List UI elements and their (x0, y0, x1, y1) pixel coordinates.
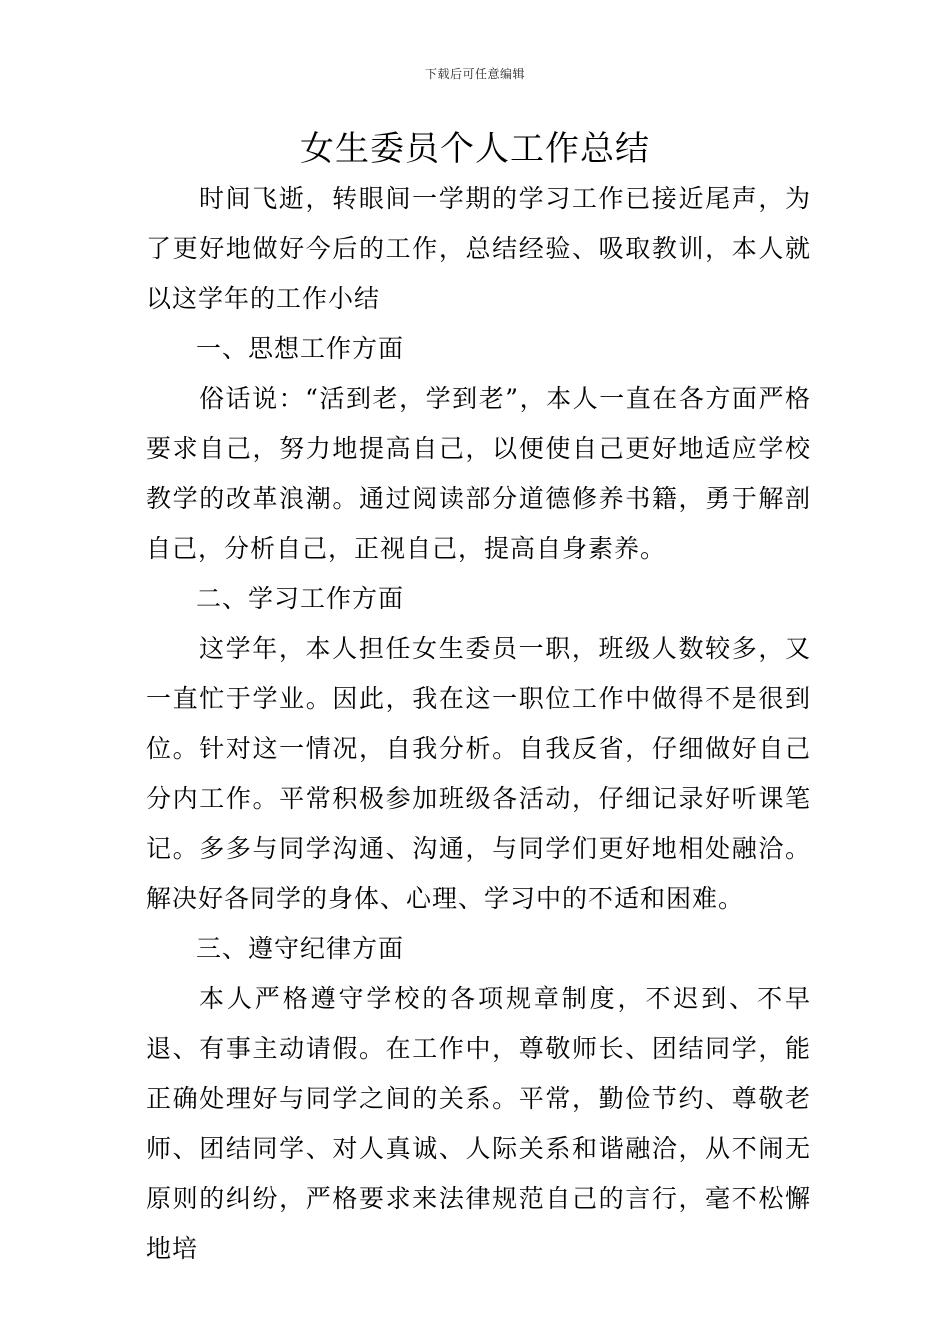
section-heading-study: 二、学习工作方面 (196, 584, 405, 613)
document-body (146, 174, 811, 1274)
discipline-paragraph: 本人严格遵守学校的各项规章制度，不迟到、不早退、有事主动请假。在工作中，尊敬师长、团结同学，能正确处理好与同学之间的关系。平常，勤俭节约、尊敬老师、团结同学、对人真诚、人际关系和谐融洽，从不闹无原则的纠纷，严格要求来法律规范自己的言行，毫不松懈地培 (146, 984, 811, 1263)
study-paragraph: 这学年，本人担任女生委员一职，班级人数较多，又一直忙于学业。因此，我在这一职位工作中做得不是很到位。针对这一情况，自我分析。自我反省，仔细做好自己分内工作。平常积极参加班级各活动，仔细记录好听课笔记。多多与同学沟通、沟通，与同学们更好地相处融洽。解决好各同学的身体、心理、学习中的不适和困难。 (146, 634, 811, 913)
section-heading-thought: 一、思想工作方面 (196, 334, 405, 363)
section-heading-discipline: 三、遵守纪律方面 (196, 934, 405, 963)
intro-paragraph: 时间飞逝，转眼间一学期的学习工作已接近尾声，为了更好地做好今后的工作，总结经验、吸取教训，本人就以这学年的工作小结 (146, 184, 811, 313)
document-title: 女生委员个人工作总结 (300, 129, 650, 169)
thought-paragraph: 俗话说：“活到老，学到老”，本人一直在各方面严格要求自己，努力地提高自己，以便使自己更好地适应学校教学的改革浪潮。通过阅读部分道德修养书籍，勇于解剖自己，分析自己，正视自己，提高自身素养。 (146, 384, 811, 563)
header-note: 下载后可任意编辑 (424, 67, 525, 81)
